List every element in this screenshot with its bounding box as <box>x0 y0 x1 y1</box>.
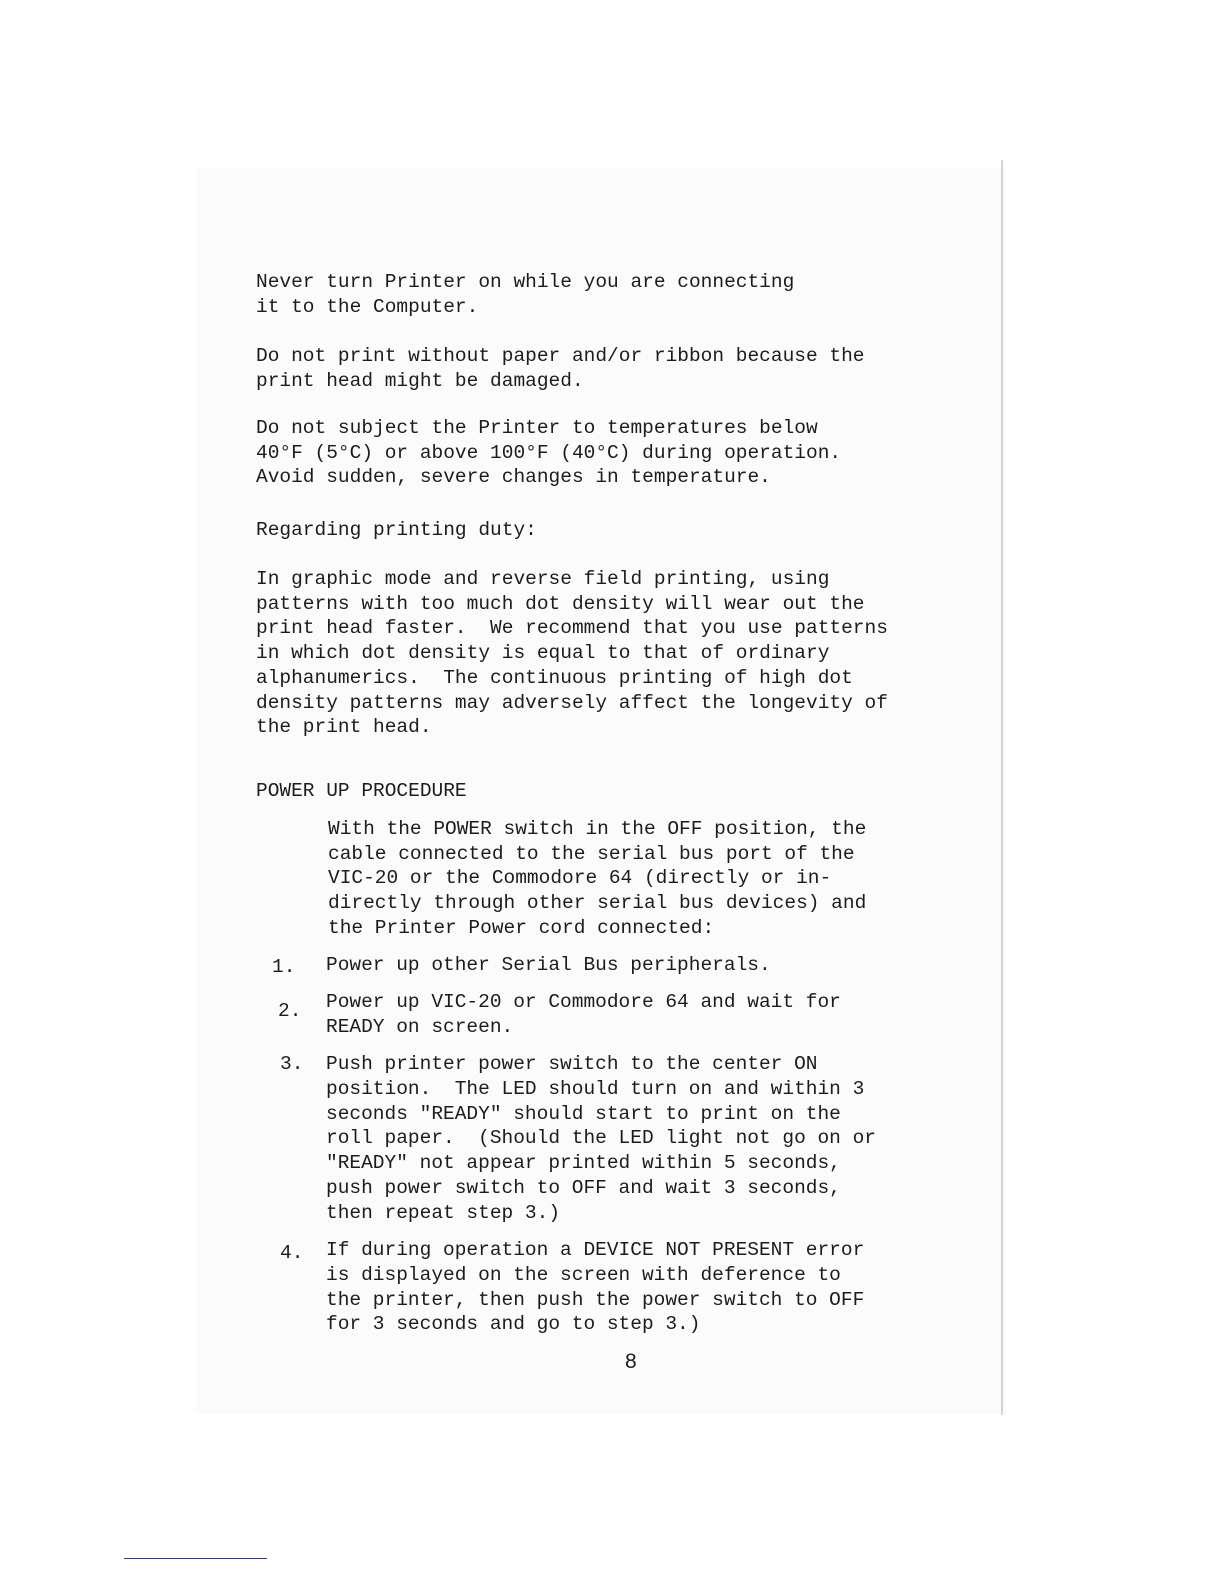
power-up-heading: POWER UP PROCEDURE <box>256 780 467 802</box>
step-text: Push printer power switch to the center ON position. The LED should turn on and within 3 seconds "READY" should start to print on the roll paper. (Should the LED light not go on or "READY" not appear printed within 5 seconds, push power switch to OFF and wait 3 seconds, then repeat step 3.) <box>326 1053 876 1224</box>
footnote-rule <box>124 1558 267 1559</box>
power-up-intro: With the POWER switch in the OFF position, the cable connected to the serial bus port of the VIC-20 or the Commodore 64 (directly or in- directly through other serial bus devices) and the Printer Power cord connected: <box>328 818 867 939</box>
sheet-edge <box>1001 160 1003 1415</box>
page-number: 8 <box>625 1350 637 1373</box>
warning-connect: Never turn Printer on while you are connecting it to the Computer. <box>256 271 795 318</box>
duty-paragraph: In graphic mode and reverse field printing, using patterns with too much dot density will wear out the print head faster. We recommend that you use patterns in which dot density is equal to that of ordinary alphanumerics. The continuous printing of high dot density patterns may adversely affect the longevity of the print head. <box>256 568 888 739</box>
warning-paper: Do not print without paper and/or ribbon because the print head might be damaged. <box>256 345 865 392</box>
step-text: If during operation a DEVICE NOT PRESENT error is displayed on the screen with deference to the printer, then push the power switch to OFF for 3 seconds and go to step 3.) <box>326 1239 865 1336</box>
step-text: Power up VIC-20 or Commodore 64 and wait for READY on screen. <box>326 991 841 1038</box>
step-number: 1. <box>272 956 296 978</box>
step-number: 4. <box>280 1242 304 1264</box>
step-number: 3. <box>280 1053 304 1075</box>
duty-heading: Regarding printing duty: <box>256 519 537 541</box>
step-number: 2. <box>278 1000 302 1022</box>
warning-temperature: Do not subject the Printer to temperatures below 40°F (5°C) or above 100°F (40°C) during operation. Avoid sudden, severe changes in temperature. <box>256 417 842 489</box>
step-text: Power up other Serial Bus peripherals. <box>326 954 771 976</box>
